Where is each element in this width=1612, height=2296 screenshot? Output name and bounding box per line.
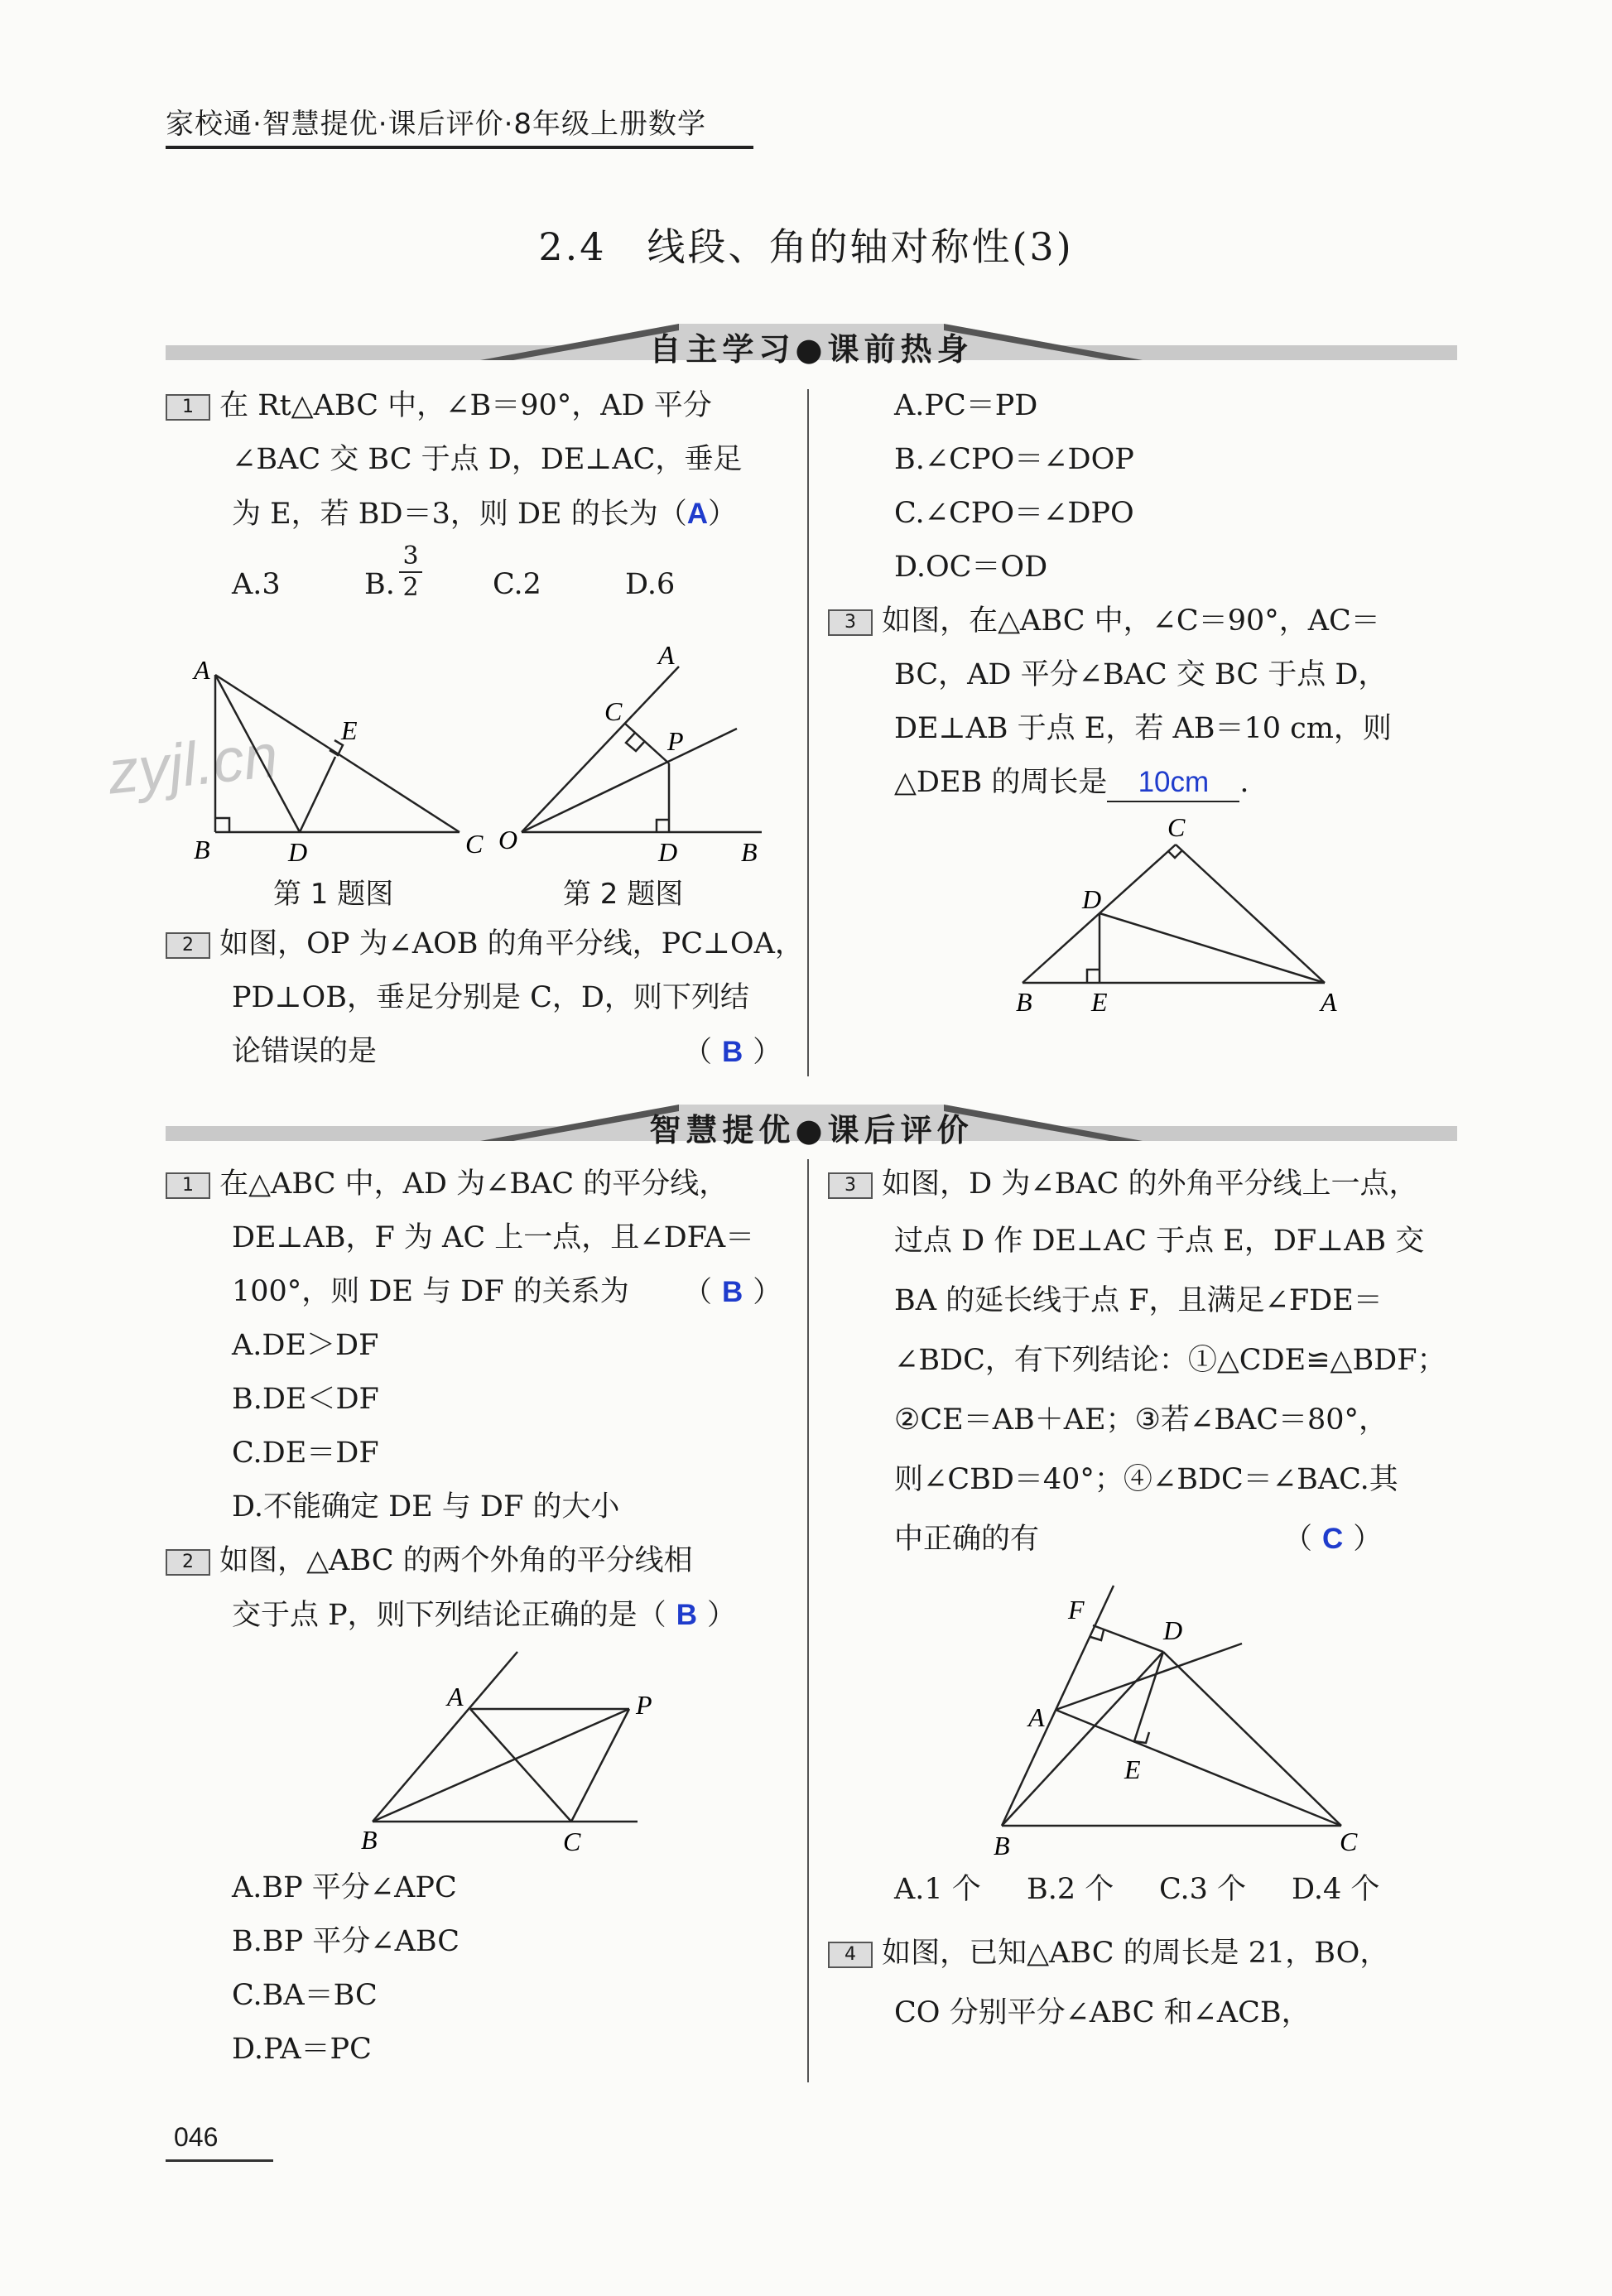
question-number: 2 <box>166 1549 210 1576</box>
section-band-review <box>166 1091 1457 1158</box>
point-label: E <box>1124 1754 1141 1784</box>
option-d: D.不能确定 DE 与 DF 的大小 <box>232 1490 620 1523</box>
option-a: A.BP 平分∠APC <box>232 1871 457 1904</box>
point-label: F <box>1068 1595 1085 1625</box>
point-label: C <box>465 829 484 859</box>
question-text: 在△ABC 中，AD 为∠BAC 的平分线， <box>219 1167 729 1201</box>
figure-1-caption: 第 1 题图 <box>273 878 394 911</box>
question-text: 为 E，若 BD＝3，则 DE 的长为（ <box>232 498 687 531</box>
question-text: 交于点 P，则下列结论正确的是（ <box>232 1599 666 1632</box>
answer-mark: C <box>1322 1523 1344 1555</box>
point-label: B <box>194 835 210 864</box>
paren-close: ） <box>753 1276 782 1309</box>
point-label: B <box>741 837 758 867</box>
running-head-rule <box>166 146 753 149</box>
option-a: A.1 个 <box>894 1873 981 1906</box>
option-b: B.DE＜DF <box>232 1383 379 1416</box>
question-2-warmup <box>166 917 804 1079</box>
option-c: C.DE＝DF <box>232 1437 379 1470</box>
paren-close: ） <box>706 1599 736 1632</box>
question-2-review-options <box>232 1861 460 2077</box>
paren-close: ） <box>708 498 738 531</box>
page-number: 046 <box>174 2122 219 2152</box>
question-text: 论错误的是 <box>232 1035 378 1068</box>
option-d: D.6 <box>625 568 676 601</box>
question-text: BA 的延长线于点 F，且满足∠FDE＝ <box>894 1284 1383 1317</box>
point-label: B <box>1016 987 1032 1017</box>
answer-blank: 10cm <box>1107 764 1239 802</box>
point-label: A <box>1028 1702 1045 1732</box>
paren-open: （ <box>683 1276 713 1309</box>
point-label: A <box>1321 987 1337 1017</box>
option-a: A.PC＝PD <box>894 389 1038 422</box>
option-d: D.OC＝OD <box>894 551 1048 584</box>
section-band-warmup <box>166 310 1457 377</box>
point-label: D <box>288 837 308 867</box>
question-1-warmup <box>166 379 795 616</box>
point-label: O <box>498 825 518 854</box>
options-row <box>166 542 795 616</box>
question-3-review <box>828 1158 1465 1569</box>
section-title-warmup: 自主学习●课前热身 <box>649 331 974 368</box>
question-text: 100°，则 DE 与 DF 的关系为 <box>232 1275 629 1308</box>
question-text: 在 Rt△ABC 中，∠B＝90°，AD 平分 <box>219 389 712 422</box>
point-label: B <box>361 1825 378 1855</box>
answer-mark: A <box>686 498 708 530</box>
question-number: 1 <box>166 394 210 421</box>
question-number: 3 <box>828 1172 873 1199</box>
option-c: C.2 <box>493 568 541 601</box>
period: . <box>1239 766 1249 799</box>
point-label: D <box>658 837 678 867</box>
option-a: A.DE＞DF <box>232 1329 379 1362</box>
question-number: 4 <box>828 1942 873 1968</box>
point-label: A <box>658 640 675 670</box>
question-text: ②CE＝AB＋AE；③若∠BAC＝80°， <box>894 1403 1388 1437</box>
figure-2 <box>488 638 787 874</box>
question-text: CO 分别平分∠ABC 和∠ACB， <box>894 1996 1311 2029</box>
page-title: 2.4 线段、角的轴对称性(3) <box>538 224 1074 269</box>
paren-open: （ <box>683 1036 713 1069</box>
question-number: 3 <box>828 609 873 636</box>
question-2-options <box>894 379 1134 594</box>
figure-3 <box>1006 807 1354 1031</box>
option-c: C.BA＝BC <box>232 1979 378 2012</box>
point-label: D <box>1163 1615 1183 1645</box>
point-label: C <box>1340 1827 1358 1856</box>
watermark: zyjl.cn <box>104 720 281 807</box>
figure-2-caption: 第 2 题图 <box>563 878 684 911</box>
answer-mark: B <box>676 1599 697 1631</box>
option-b: B.BP 平分∠ABC <box>232 1925 460 1958</box>
option-c: C.∠CPO＝∠DPO <box>894 497 1134 530</box>
point-label: A <box>194 655 210 685</box>
option-d: D.PA＝PC <box>232 2033 372 2066</box>
answer-mark: B <box>722 1036 743 1068</box>
fraction-numerator: 3 <box>399 542 422 573</box>
figure-review-q2 <box>356 1644 662 1859</box>
question-text: ∠BAC 交 BC 于点 D，DE⊥AC，垂足 <box>232 443 743 476</box>
question-number: 1 <box>166 1172 210 1199</box>
point-label: P <box>636 1690 652 1720</box>
question-2-review <box>166 1534 795 1643</box>
question-text: 过点 D 作 DE⊥AC 于点 E，DF⊥AB 交 <box>894 1225 1425 1258</box>
question-1-review <box>166 1158 795 1534</box>
point-label: C <box>563 1827 581 1856</box>
point-label: E <box>1091 987 1108 1017</box>
column-divider <box>807 389 809 1076</box>
question-number: 2 <box>166 932 210 959</box>
paren-close: ） <box>1353 1523 1383 1556</box>
point-label: P <box>667 726 684 756</box>
point-label: B <box>994 1831 1010 1859</box>
fraction <box>399 542 422 603</box>
question-text: 如图，已知△ABC 的周长是 21，BO， <box>882 1937 1389 1970</box>
question-text: 如图，△ABC 的两个外角的平分线相 <box>219 1544 693 1577</box>
question-text: DE⊥AB，F 为 AC 上一点，且∠DFA＝ <box>232 1221 755 1254</box>
question-text: 如图，D 为∠BAC 的外角平分线上一点， <box>882 1167 1418 1201</box>
figure-1 <box>182 654 497 878</box>
column-divider <box>807 1159 809 2082</box>
answer-mark: B <box>722 1276 743 1308</box>
option-d: D.4 个 <box>1292 1873 1380 1906</box>
question-text: BC，AD 平分∠BAC 交 BC 于点 D， <box>894 658 1388 691</box>
point-label: C <box>604 696 623 726</box>
fraction-denominator: 2 <box>402 573 419 602</box>
question-text: DE⊥AB 于点 E，若 AB＝10 cm，则 <box>894 712 1392 745</box>
section-title-review: 智慧提优●课后评价 <box>649 1112 974 1148</box>
question-text: ∠BDC，有下列结论：①△CDE≌△BDF； <box>894 1344 1446 1377</box>
point-label: D <box>1082 884 1102 914</box>
point-label: E <box>341 715 358 745</box>
page-number-rule <box>166 2159 273 2162</box>
option-a: A.3 <box>232 568 281 601</box>
question-text: 中正确的有 <box>894 1523 1040 1556</box>
running-head: 家校通·智慧提优·课后评价·8年级上册数学 <box>166 108 707 141</box>
question-text: 如图，OP 为∠AOB 的角平分线，PC⊥OA， <box>219 927 804 960</box>
question-4-review <box>828 1923 1465 2043</box>
question-3-warmup <box>828 594 1457 810</box>
question-text: 如图，在△ABC 中，∠C＝90°，AC＝ <box>882 604 1380 638</box>
option-b: B.∠CPO＝∠DOP <box>894 443 1134 476</box>
paren-open: （ <box>1283 1523 1313 1556</box>
option-b: B.2 个 <box>1027 1873 1114 1906</box>
option-c: C.3 个 <box>1159 1873 1247 1906</box>
figure-review-q3 <box>969 1577 1383 1859</box>
point-label: C <box>1167 812 1186 842</box>
question-text: △DEB 的周长是 <box>894 766 1108 799</box>
paren-close: ） <box>753 1036 782 1069</box>
point-label: A <box>447 1682 464 1711</box>
question-text: PD⊥OB，垂足分别是 C，D，则下列结 <box>232 981 749 1014</box>
option-b: B. <box>364 568 395 601</box>
question-text: 则∠CBD＝40°；④∠BDC＝∠BAC.其 <box>894 1463 1398 1496</box>
